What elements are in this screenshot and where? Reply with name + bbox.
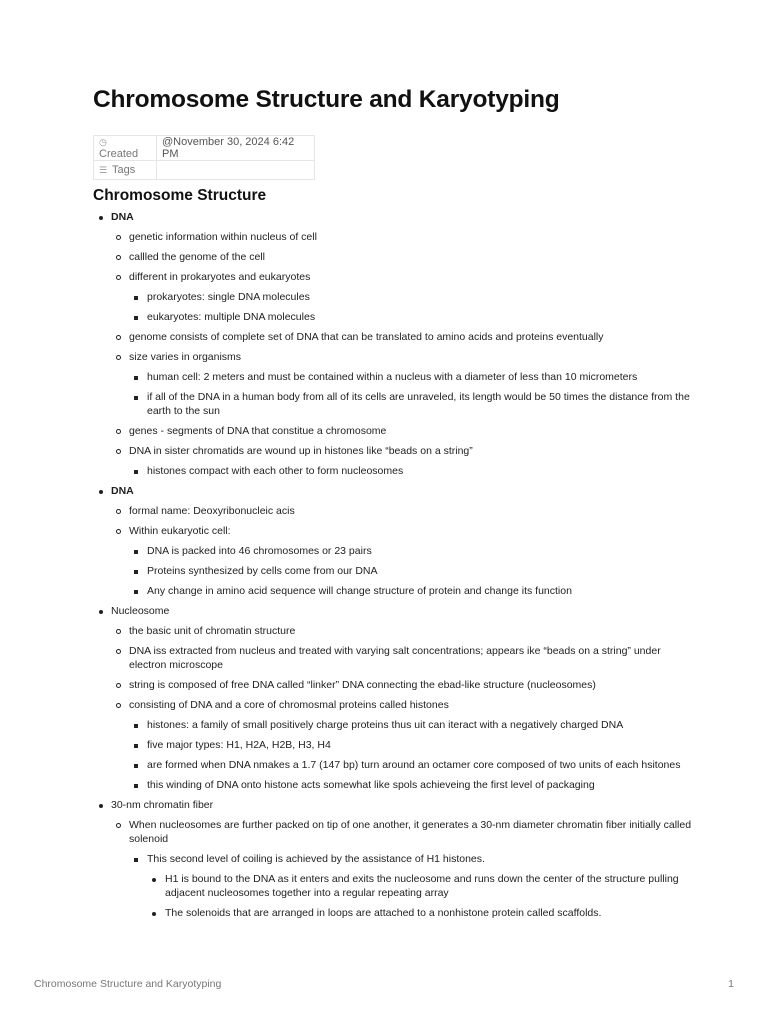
list-item-text: DNA is packed into 46 chromosomes or 23 pairs xyxy=(147,545,372,557)
bullet-marker-wrap xyxy=(116,330,121,344)
list-item-text: DNA iss extracted from nucleus and treated with varying salt concentrations; appears ike “beads on a string” under electron microscope xyxy=(129,645,661,671)
bullet-marker xyxy=(116,255,121,260)
property-row-tags xyxy=(94,161,315,180)
bullet-marker xyxy=(152,878,156,882)
footer-doc-title: Chromosome Structure and Karyotyping xyxy=(34,978,222,990)
list-item xyxy=(93,738,693,752)
clock-icon: ◷ xyxy=(99,137,107,147)
bullet-marker-wrap xyxy=(116,818,121,832)
list-item xyxy=(93,370,693,384)
bullet-marker xyxy=(134,744,138,748)
list-item-text: This second level of coiling is achieved by the assistance of H1 histones. xyxy=(147,853,485,865)
bullet-marker xyxy=(99,804,103,808)
list-item xyxy=(93,230,693,244)
list-item-text: histones compact with each other to form nucleosomes xyxy=(147,465,404,477)
bullet-marker-wrap xyxy=(134,464,138,478)
list-item xyxy=(93,818,693,846)
list-item xyxy=(93,350,693,364)
bullet-marker xyxy=(134,590,138,594)
list-item xyxy=(93,852,693,866)
bullet-marker-wrap xyxy=(116,424,121,438)
list-item xyxy=(93,678,693,692)
list-item-text: string is composed of free DNA called “linker” DNA connecting the ebad-like structure (nucleosomes) xyxy=(129,679,596,691)
bullet-marker-wrap xyxy=(134,310,138,324)
property-row-created xyxy=(94,136,315,161)
bullet-marker xyxy=(134,550,138,554)
bullet-marker-wrap xyxy=(134,370,138,384)
list-item-text: genome consists of complete set of DNA that can be translated to amino acids and proteins eventually xyxy=(129,331,604,343)
list-item xyxy=(93,330,693,344)
list-item xyxy=(93,604,693,618)
bullet-marker-wrap xyxy=(116,350,121,364)
bullet-marker xyxy=(116,703,121,708)
list-item xyxy=(93,270,693,284)
bullet-outline xyxy=(93,210,693,920)
list-item-text: are formed when DNA nmakes a 1.7 (147 bp) turn around an octamer core composed of two units of each hsitones xyxy=(147,759,681,771)
list-item-text: DNA xyxy=(111,485,134,497)
list-item-text: different in prokaryotes and eukaryotes xyxy=(129,271,311,283)
list-item xyxy=(93,698,693,712)
list-item-text: if all of the DNA in a human body from all of its cells are unraveled, its length would be 50 times the distance from the earth to the sun xyxy=(147,391,690,417)
bullet-marker xyxy=(134,764,138,768)
list-item xyxy=(93,524,693,538)
bullet-marker-wrap xyxy=(134,390,138,404)
list-item-text: eukaryotes: multiple DNA molecules xyxy=(147,311,316,323)
bullet-marker xyxy=(116,529,121,534)
bullet-marker-wrap xyxy=(99,210,103,224)
bullet-marker-wrap xyxy=(152,872,156,886)
section-heading: Chromosome Structure xyxy=(93,187,267,204)
bullet-marker-wrap xyxy=(99,604,103,618)
bullet-marker xyxy=(134,470,138,474)
list-item xyxy=(93,906,693,920)
list-item xyxy=(93,424,693,438)
bullet-marker xyxy=(116,235,121,240)
bullet-marker-wrap xyxy=(134,778,138,792)
bullet-marker-wrap xyxy=(134,758,138,772)
bullet-marker-wrap xyxy=(116,270,121,284)
list-item-text: genetic information within nucleus of cell xyxy=(129,231,317,243)
bullet-marker-wrap xyxy=(134,290,138,304)
list-item-text: the basic unit of chromatin structure xyxy=(129,625,296,637)
list-item-text: size varies in organisms xyxy=(129,351,242,363)
list-item-text: formal name: Deoxyribonucleic acis xyxy=(129,505,295,517)
bullet-marker-wrap xyxy=(116,504,121,518)
list-item-text: genes - segments of DNA that constitue a chromosome xyxy=(129,425,387,437)
bullet-marker-wrap xyxy=(134,564,138,578)
list-item-text: 30-nm chromatin fiber xyxy=(111,799,214,811)
list-item-text: histones: a family of small positively charge proteins thus uit can iteract with a negatively charged DNA xyxy=(147,719,624,731)
created-label: Created xyxy=(99,148,139,160)
bullet-marker xyxy=(152,912,156,916)
list-item xyxy=(93,624,693,638)
bullet-marker-wrap xyxy=(116,444,121,458)
bullet-marker xyxy=(134,316,138,320)
bullet-marker-wrap xyxy=(134,738,138,752)
bullet-marker-wrap xyxy=(99,484,103,498)
list-item-text: DNA in sister chromatids are wound up in histones like “beads on a string” xyxy=(129,445,473,457)
bullet-marker xyxy=(116,355,121,360)
list-item xyxy=(93,758,693,772)
list-item-text: callled the genome of the cell xyxy=(129,251,266,263)
list-item xyxy=(93,718,693,732)
property-key-tags xyxy=(94,161,157,180)
bullet-marker xyxy=(134,296,138,300)
list-item-text: this winding of DNA onto histone acts somewhat like spols achieveing the first level of packaging xyxy=(147,779,595,791)
bullet-marker-wrap xyxy=(116,678,121,692)
list-item-text: five major types: H1, H2A, H2B, H3, H4 xyxy=(147,739,331,751)
list-item-text: DNA xyxy=(111,211,134,223)
list-item-text: Any change in amino acid sequence will change structure of protein and change its function xyxy=(147,585,572,597)
bullet-marker-wrap xyxy=(116,524,121,538)
bullet-marker-wrap xyxy=(116,698,121,712)
page-title: Chromosome Structure and Karyotyping xyxy=(93,86,560,113)
bullet-marker xyxy=(134,724,138,728)
bullet-marker xyxy=(134,784,138,788)
list-item xyxy=(93,564,693,578)
list-item-text: prokaryotes: single DNA molecules xyxy=(147,291,310,303)
list-item-text: human cell: 2 meters and must be contained within a nucleus with a diameter of less than 10 micrometers xyxy=(147,371,638,383)
bullet-marker xyxy=(134,570,138,574)
list-item-text: The solenoids that are arranged in loops are attached to a nonhistone protein called scaffolds. xyxy=(165,907,602,919)
list-item xyxy=(93,250,693,264)
bullet-marker xyxy=(134,858,138,862)
created-value[interactable]: @November 30, 2024 6:42 PM xyxy=(157,136,315,161)
bullet-marker xyxy=(116,275,121,280)
footer-page-number: 1 xyxy=(728,978,734,990)
list-item xyxy=(93,644,693,672)
bullet-marker xyxy=(116,429,121,434)
list-item-text: H1 is bound to the DNA as it enters and exits the nucleosome and runs down the center of the structure pulling adjacent nucleosomes together into a regular repeating array xyxy=(165,873,679,899)
bullet-marker-wrap xyxy=(134,544,138,558)
bullet-marker xyxy=(134,396,138,400)
tags-value[interactable] xyxy=(157,161,315,180)
bullet-marker xyxy=(116,449,121,454)
list-item xyxy=(93,484,693,498)
bullet-marker-wrap xyxy=(116,624,121,638)
bullet-marker xyxy=(99,610,103,614)
bullet-marker-wrap xyxy=(134,718,138,732)
bullet-marker-wrap xyxy=(116,644,121,658)
property-key-created xyxy=(94,136,157,161)
bullet-marker-wrap xyxy=(116,250,121,264)
bullet-marker-wrap xyxy=(116,230,121,244)
bullet-marker xyxy=(99,490,103,494)
bullet-marker xyxy=(116,683,121,688)
list-item xyxy=(93,390,693,418)
bullet-marker xyxy=(116,335,121,340)
bullet-marker xyxy=(116,629,121,634)
list-item xyxy=(93,290,693,304)
list-item xyxy=(93,798,693,812)
list-item-text: When nucleosomes are further packed on tip of one another, it generates a 30-nm diameter chromatin fiber initially called solenoid xyxy=(129,819,692,845)
list-item xyxy=(93,872,693,900)
list-item-text: consisting of DNA and a core of chromosmal proteins called histones xyxy=(129,699,449,711)
list-icon: ☰ xyxy=(99,165,108,175)
list-item xyxy=(93,778,693,792)
list-item xyxy=(93,504,693,518)
tags-label: Tags xyxy=(112,164,136,176)
bullet-marker-wrap xyxy=(134,852,138,866)
bullet-marker xyxy=(99,216,103,220)
bullet-marker xyxy=(116,649,121,654)
bullet-marker xyxy=(134,376,138,380)
list-item xyxy=(93,464,693,478)
list-item xyxy=(93,584,693,598)
list-item xyxy=(93,544,693,558)
list-item-text: Within eukaryotic cell: xyxy=(129,525,231,537)
bullet-marker xyxy=(116,509,121,514)
list-item xyxy=(93,210,693,224)
properties-table xyxy=(93,135,315,180)
bullet-marker-wrap xyxy=(134,584,138,598)
bullet-marker-wrap xyxy=(99,798,103,812)
list-item xyxy=(93,310,693,324)
list-item xyxy=(93,444,693,458)
bullet-marker xyxy=(116,823,121,828)
bullet-marker-wrap xyxy=(152,906,156,920)
list-item-text: Nucleosome xyxy=(111,605,170,617)
list-item-text: Proteins synthesized by cells come from our DNA xyxy=(147,565,378,577)
